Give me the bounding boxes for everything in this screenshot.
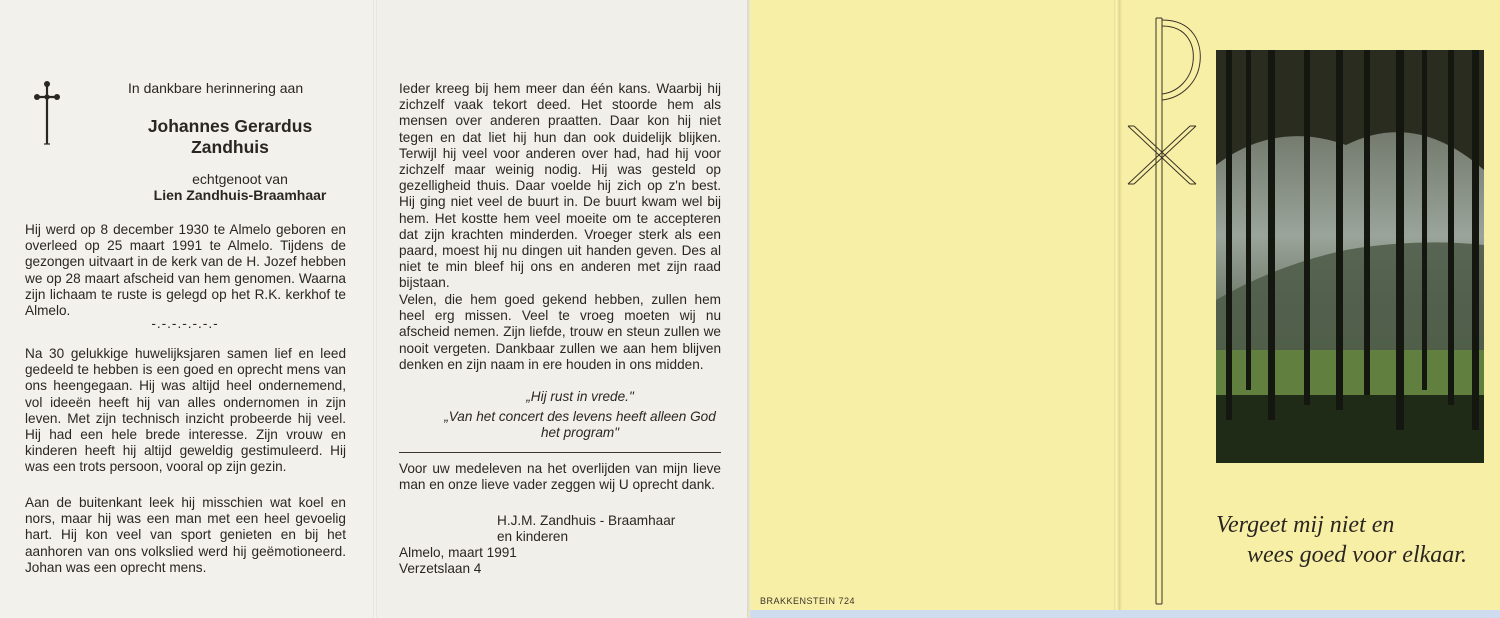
biography-paragraph: Na 30 gelukkige huwelijksjaren samen lief en leed gedeeld te hebben is een goed en oprecht mens van ons heengegaan. Hij was altijd heel ondernemend, vol ideeën heeft hij van alles ondernomen in zijn leven. Met zijn technisch inzicht probeerde hij veel. Hij had een hele brede interesse. Zijn vrouw en kinderen heeft hij altijd geweldig gestimuleerd. Hij was een trots persoon, vooral op zijn gezin.: [25, 346, 346, 475]
fold-line: [747, 0, 751, 618]
fold-line: [1114, 0, 1122, 618]
spouse-label: echtgenoot van: [192, 171, 288, 187]
separator: -.-.-.-.-.-.-: [151, 316, 219, 331]
biography-paragraph: Hij werd op 8 december 1930 te Almelo geboren en overleed op 25 maart 1991 te Almelo. Tijdens de gezongen uitvaart in de kerk van de H. Jozef hebben we op 28 maart afscheid van hem genomen. Waarna zijn lichaam te ruste is gelegd op het R.K. kerkhof te Almelo.: [25, 222, 346, 319]
thanks-paragraph: Voor uw medeleven na het overlijden van mijn lieve man en onze lieve vader zeggen wij U oprecht dank.: [399, 461, 721, 493]
spouse-name: Lien Zandhuis-Braamhaar: [153, 187, 327, 203]
signature-family: en kinderen: [497, 529, 569, 544]
deceased-name: [100, 116, 360, 158]
forest-photo: [1216, 50, 1484, 463]
place-date: Almelo, maart 1991: [399, 545, 517, 560]
fold-line: [373, 0, 377, 618]
printer-code: BRAKKENSTEIN 724: [760, 596, 856, 606]
verse-line-2: wees goed voor elkaar.: [1247, 542, 1467, 568]
quote-rest-in-peace: „Hij rust in vrede.": [526, 389, 634, 404]
signature-name: H.J.M. Zandhuis - Braamhaar: [497, 513, 676, 528]
divider: [399, 452, 721, 453]
intro-text: In dankbare herinnering aan: [128, 80, 304, 96]
name-line-2: Zandhuis: [191, 137, 269, 157]
biography-paragraph: Ieder kreeg bij hem meer dan één kans. Waarbij hij zichzelf vaak tekort deed. Het stoorde hem als mensen over anderen praatten. Daar kon hij niet tegen en dat liet hij hun dan ook duidelijk blijken. Terwijl hij veel voor anderen over had, had hij voor zichzelf maar weinig nodig. Hij was gesteld op gezelligheid thuis. Daar voelde hij zich op z'n best. Hij ging niet veel de buurt in. De buurt kwam wel bij hem. Het kostte hem veel moeite om te accepteren dat zijn krachten minderden. Vroeger sterk als een paard, moest hij nu dingen uit handen geven. Des al niet te min bleef hij ons en anderen met zijn raad bijstaan.: [399, 81, 721, 291]
chi-rho-icon: [1124, 16, 1204, 606]
biography-paragraph: Velen, die hem goed gekend hebben, zullen hem heel erg missen. Veel te vroeg moeten wij nu afscheid nemen. Zijn liefde, trouw en steun zullen we nooit vergeten. Dankbaar zullen we aan hem blijven denken en zijn naam in ere houden in ons midden.: [399, 292, 721, 372]
cross-icon: [34, 80, 60, 146]
address: Verzetslaan 4: [399, 561, 482, 576]
card-panel-back: [750, 0, 1118, 618]
biography-paragraph: Aan de buitenkant leek hij misschien wat koel en nors, maar hij was een man met een heel gevoelig hart. Hij kon veel van sport genieten en bij het aanhoren van ons volkslied werd hij geëmotioneerd. Johan was een oprecht mens.: [25, 495, 346, 575]
verse-line-1: Vergeet mij niet en: [1216, 512, 1395, 538]
quote-concert: „Van het concert des levens heeft alleen God het program": [444, 409, 716, 441]
scan-background-strip: [750, 610, 1500, 618]
name-line-1: Johannes Gerardus: [147, 116, 313, 136]
